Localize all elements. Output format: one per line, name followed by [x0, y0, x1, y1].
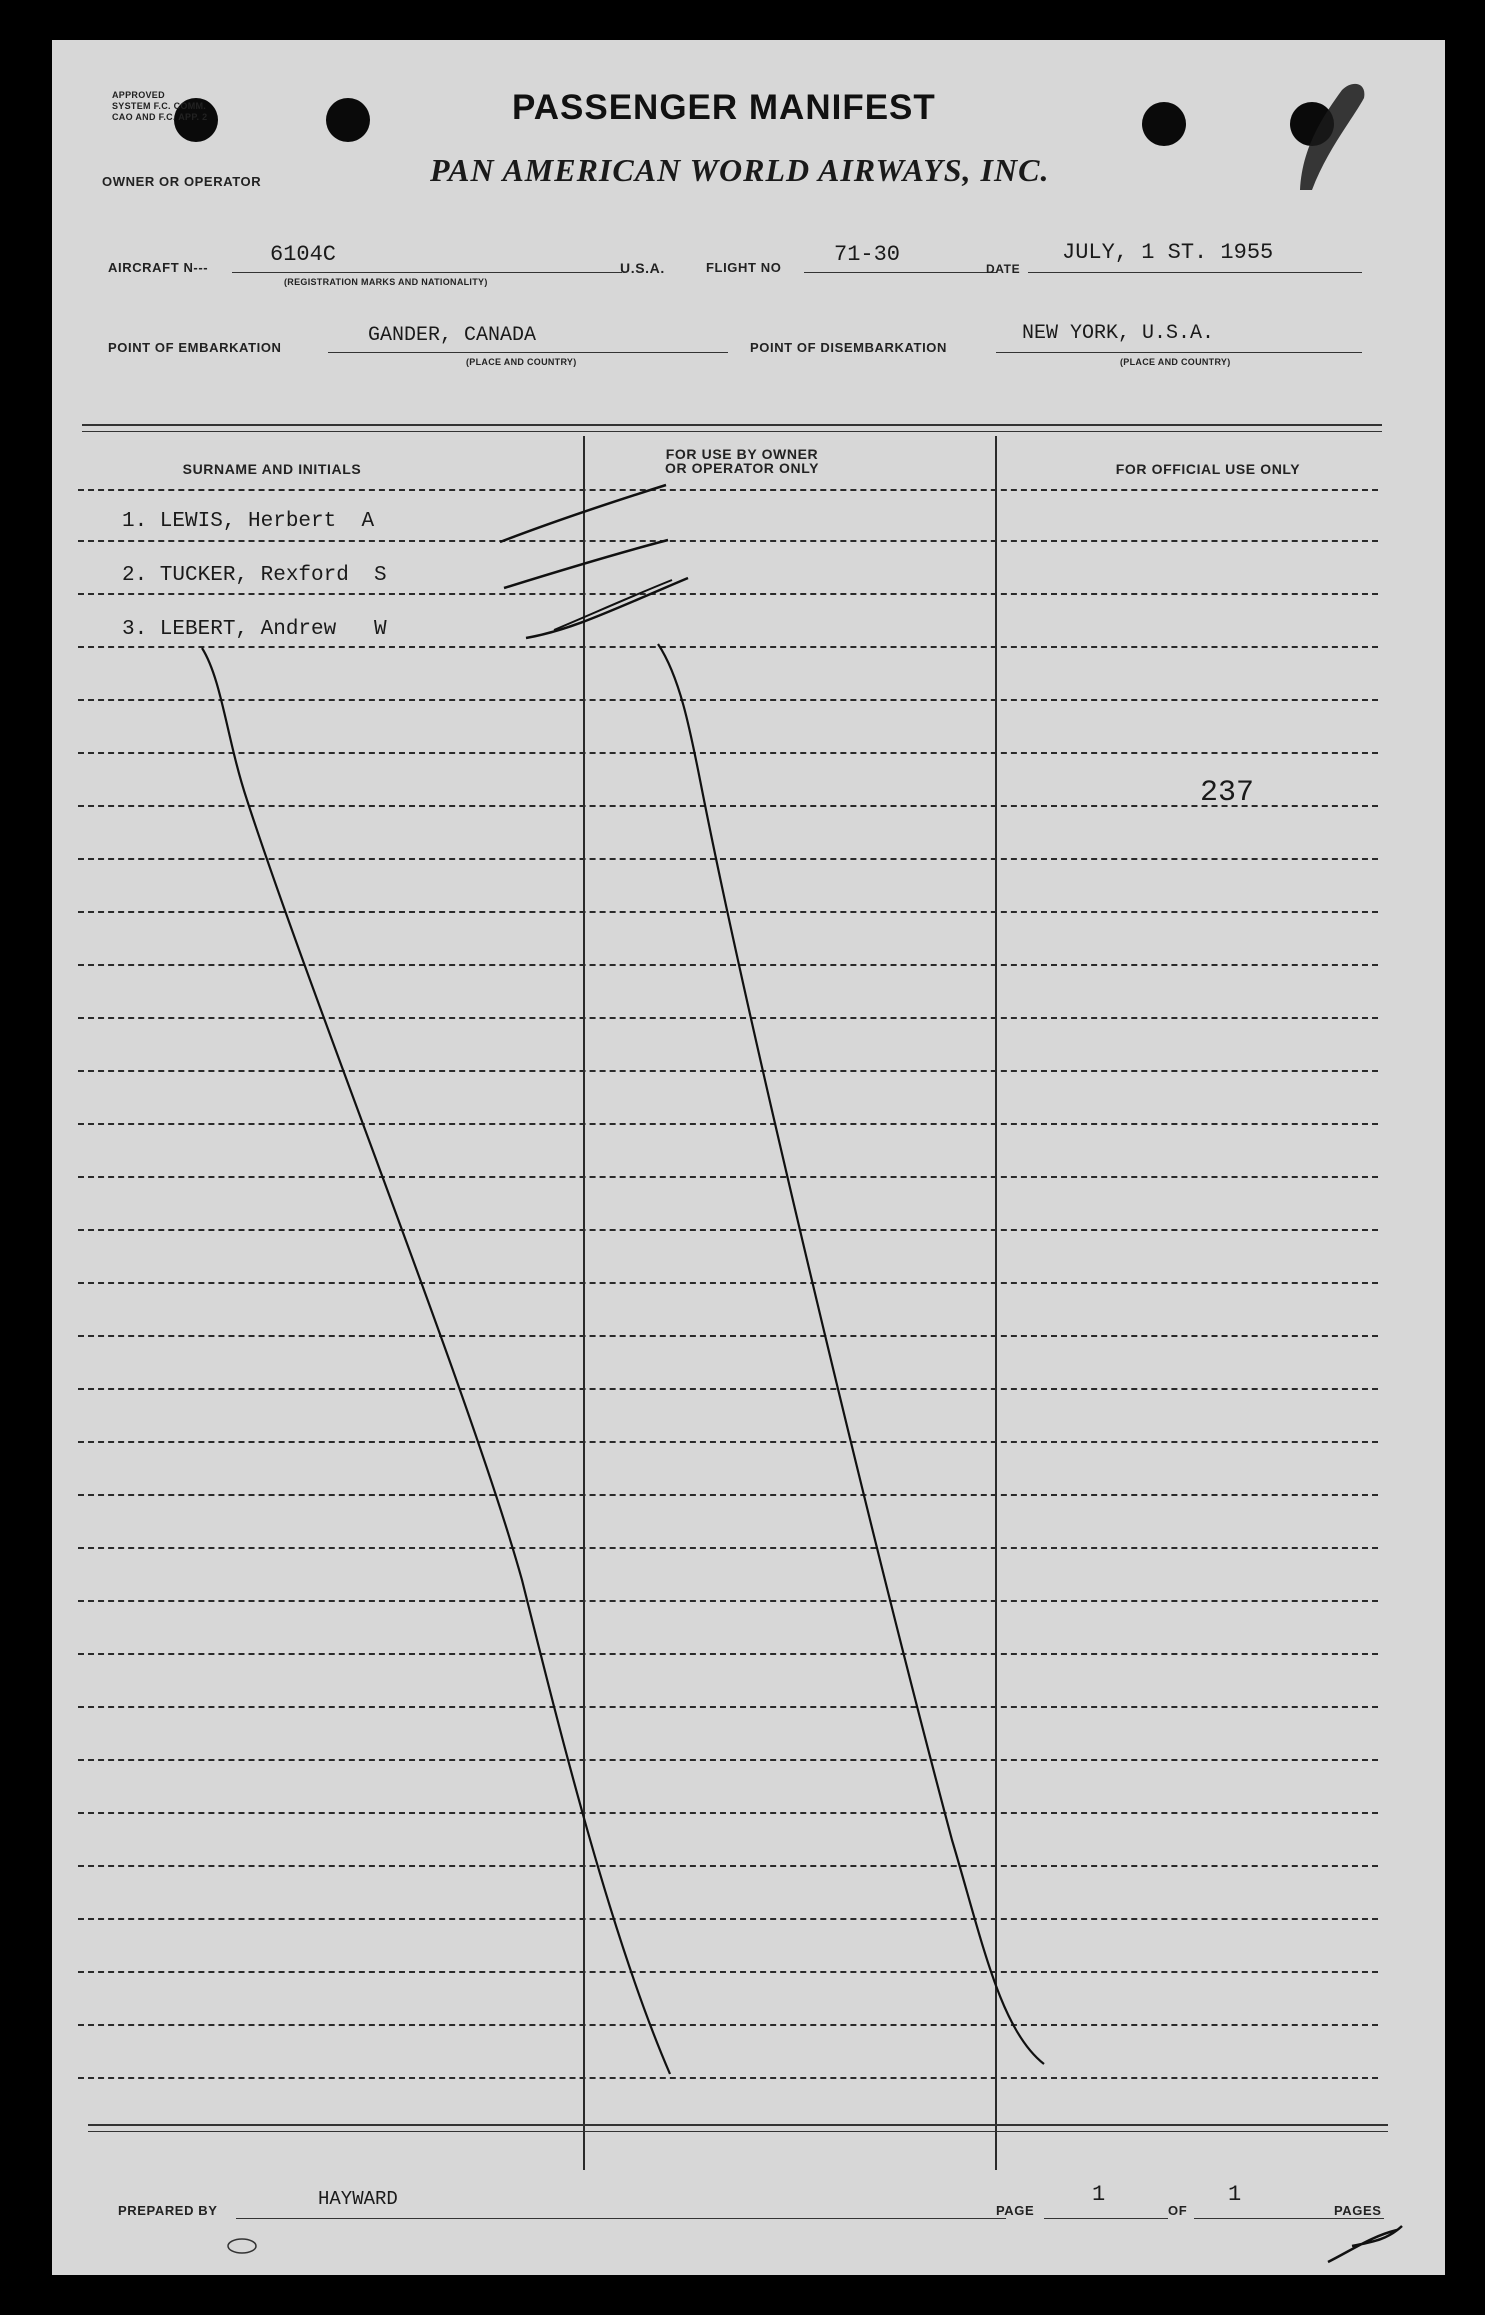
embarkation-hint: (PLACE AND COUNTRY)	[466, 357, 577, 367]
disembarkation-label: POINT OF DISEMBARKATION	[750, 340, 947, 355]
flight-no-label: FLIGHT NO	[706, 260, 782, 275]
disembarkation-hint: (PLACE AND COUNTRY)	[1120, 357, 1231, 367]
passenger-name: 2. TUCKER, Rexford S	[122, 564, 387, 587]
handwritten-initial	[1328, 2226, 1402, 2262]
prepared-by-label: PREPARED BY	[118, 2203, 218, 2218]
check-mark	[504, 540, 668, 588]
stamp-line: CAO AND F.C. APP. 2	[112, 112, 208, 122]
stamp-line: SYSTEM F.C. COMM.	[112, 101, 207, 111]
date-value: JULY, 1 ST. 1955	[1062, 240, 1274, 265]
disembarkation-value: NEW YORK, U.S.A.	[1022, 322, 1215, 345]
pages-label: PAGES	[1334, 2203, 1382, 2218]
aircraft-value: 6104C	[270, 242, 337, 267]
embarkation-label: POINT OF EMBARKATION	[108, 340, 282, 355]
date-label: DATE	[986, 262, 1021, 276]
official-note: 237	[1200, 776, 1255, 810]
col-owner-header-line: OR OPERATOR ONLY	[664, 460, 820, 476]
of-value: 1	[1228, 2182, 1242, 2207]
manifest-sheet	[52, 40, 1445, 2275]
usa-label: U.S.A.	[620, 260, 665, 276]
passenger-name: 3. LEBERT, Andrew W	[122, 618, 387, 641]
flight-no-value: 71-30	[834, 242, 901, 267]
registration-hint: (REGISTRATION MARKS AND NATIONALITY)	[284, 277, 488, 287]
aircraft-label: AIRCRAFT N---	[108, 260, 209, 275]
owner-label: OWNER OR OPERATOR	[102, 174, 262, 189]
page-label: PAGE	[996, 2203, 1035, 2218]
stamp-line: APPROVED	[112, 90, 165, 100]
ink-smudge	[1300, 84, 1364, 190]
prepared-by-value: HAYWARD	[318, 2188, 398, 2210]
check-mark	[500, 485, 666, 542]
check-mark	[554, 580, 672, 630]
strike-line	[658, 644, 1044, 2064]
strike-line	[202, 648, 670, 2074]
owner-name: PAN AMERICAN WORLD AIRWAYS, INC.	[430, 152, 1050, 188]
of-label: OF	[1168, 2203, 1188, 2218]
passenger-name: 1. LEWIS, Herbert A	[122, 510, 375, 533]
col-surname-header: SURNAME AND INITIALS	[182, 461, 362, 477]
embarkation-value: GANDER, CANADA	[368, 324, 537, 347]
col-official-header: FOR OFFICIAL USE ONLY	[1115, 461, 1301, 477]
col-owner-header-line: FOR USE BY OWNER	[665, 446, 819, 462]
small-stamp	[228, 2239, 256, 2253]
page-title: PASSENGER MANIFEST	[512, 88, 936, 127]
handwritten-marks	[52, 40, 1445, 2275]
page-value: 1	[1092, 2182, 1106, 2207]
